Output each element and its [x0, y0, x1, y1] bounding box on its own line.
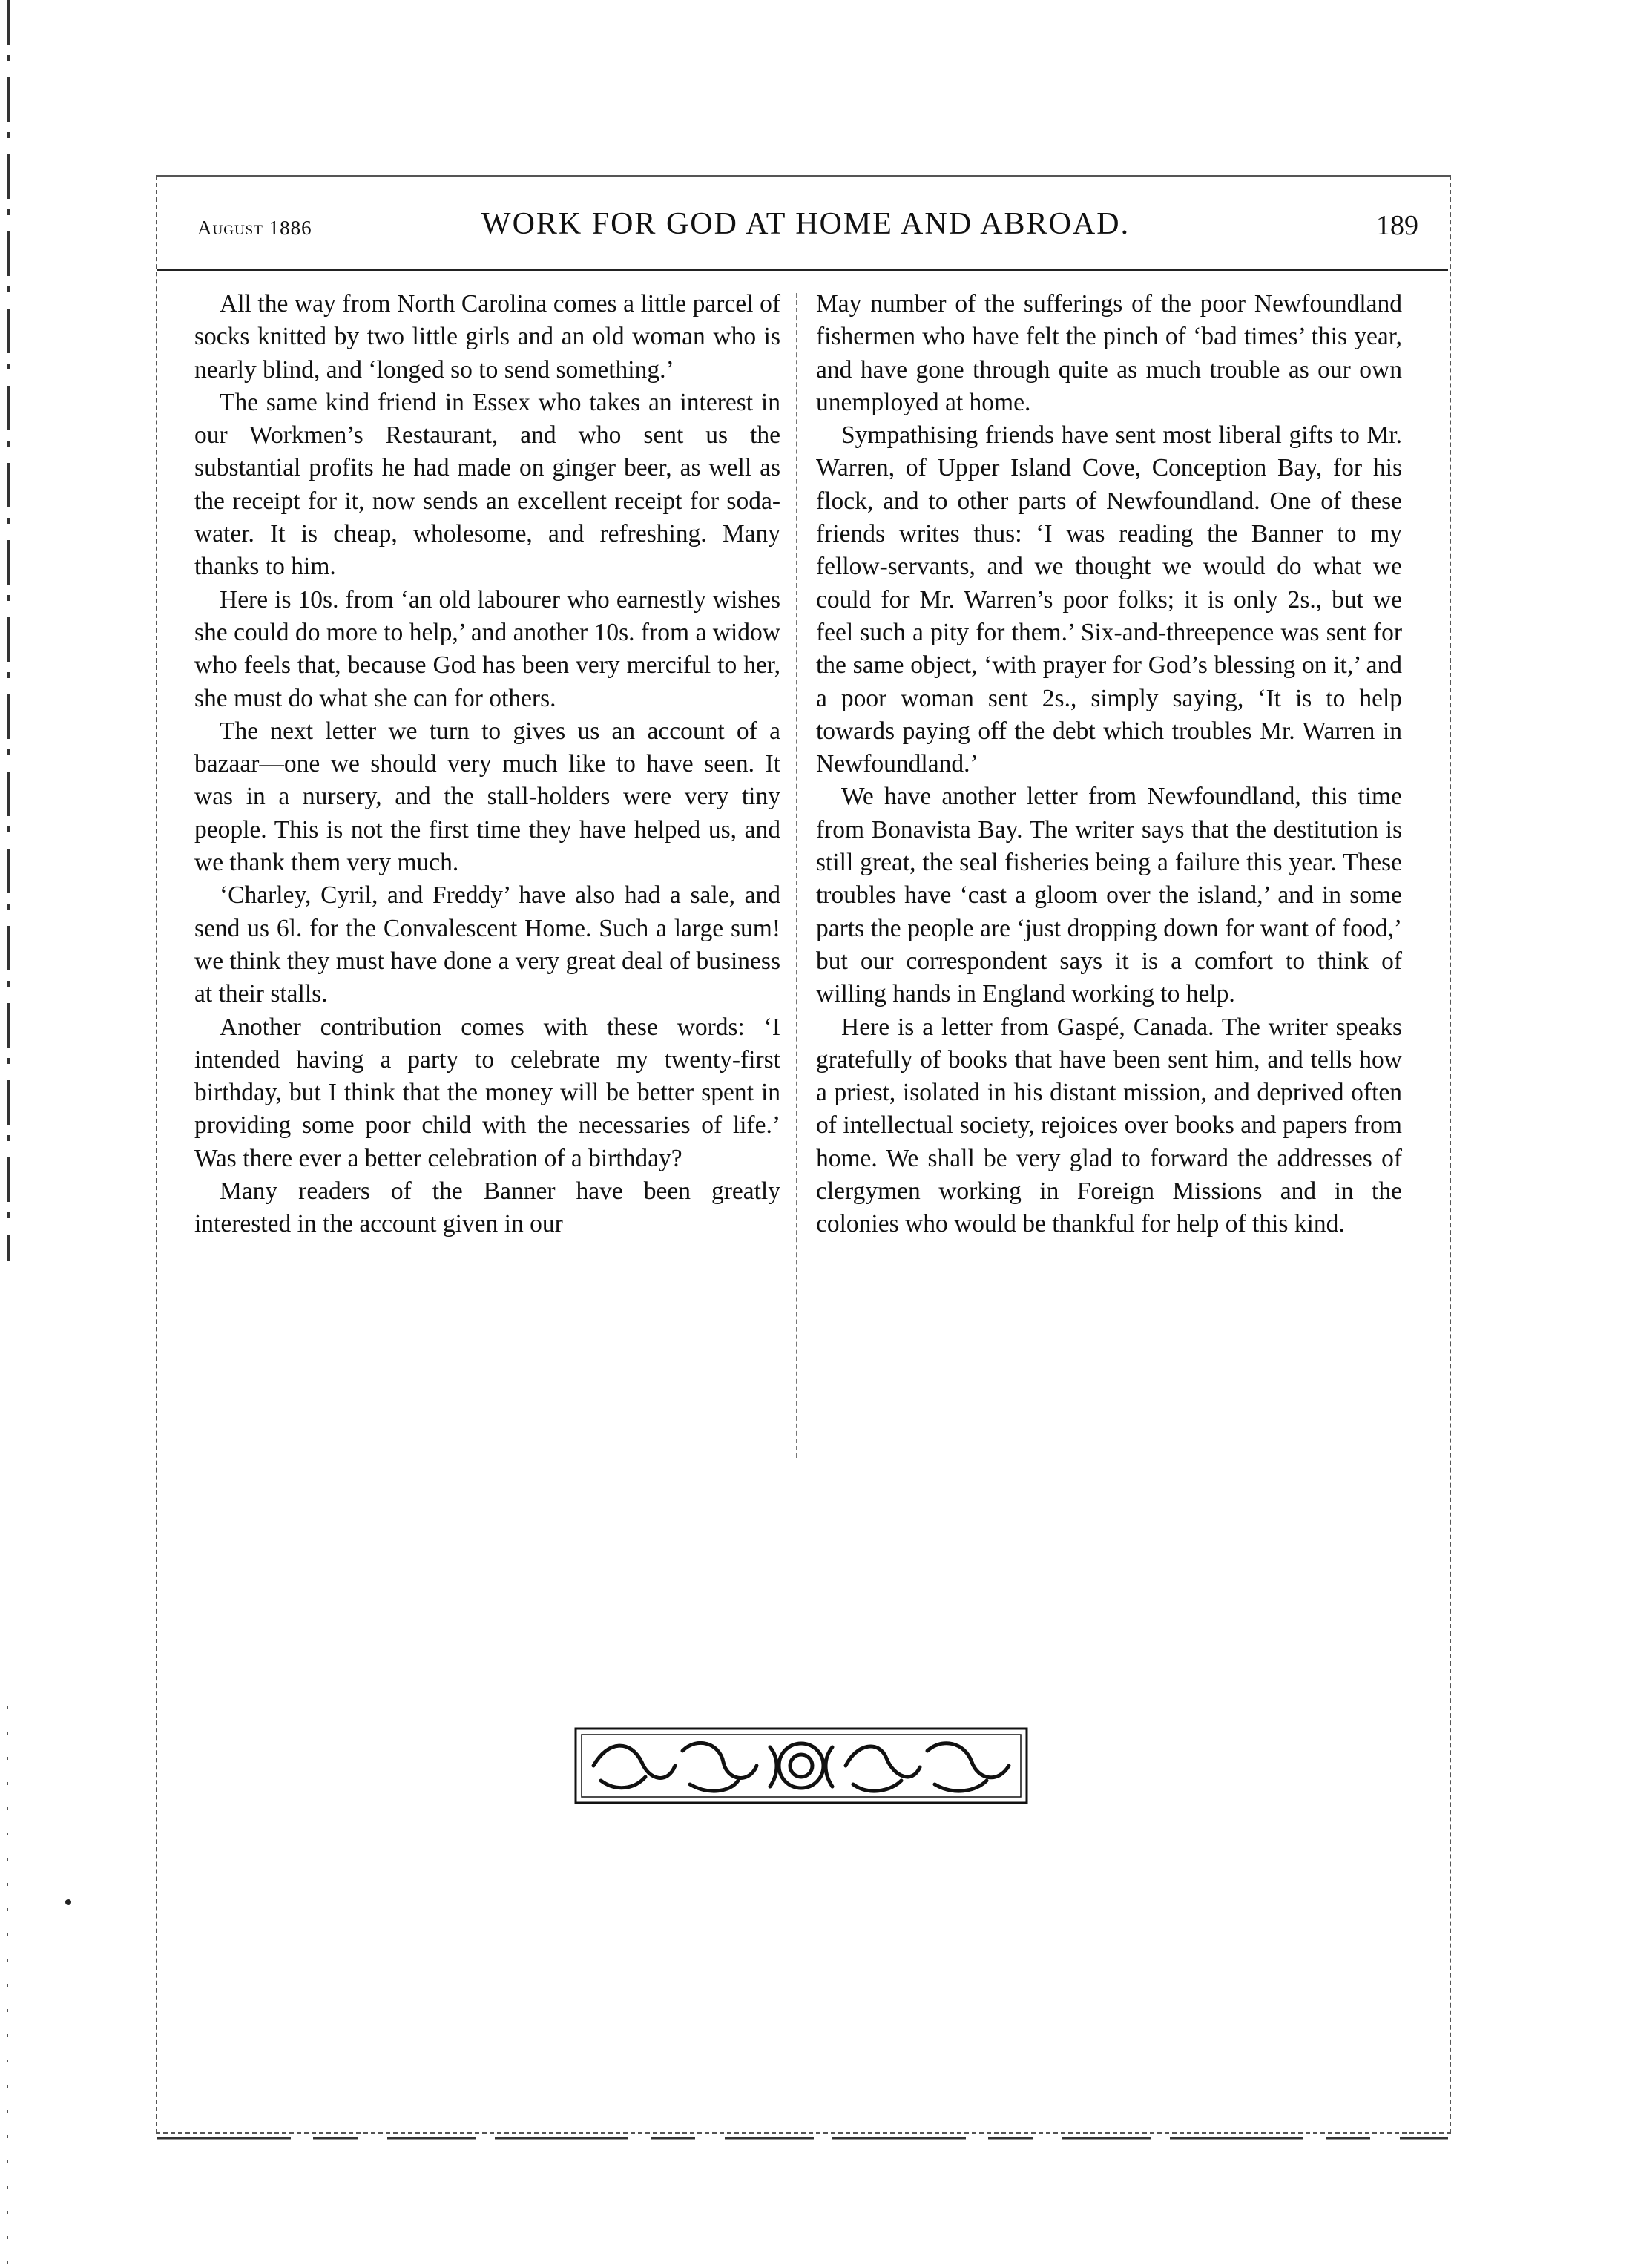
paragraph-banner-readers: Many readers of the Banner have been greatly interested in the account given in our [194, 1177, 780, 1238]
paragraph-newfoundland-fishermen: May number of the sufferings of the poor Newfoundland fishermen who have felt the pinch of ‘bad times’ this year, and have gone through quite as much trouble as our own unemployed at home. [816, 290, 1402, 416]
paragraph-bonavista-bay: We have another letter from Newfoundland, this time from Bonavista Bay. The writer says that the destitution is still great, the seal fisheries being a failure this year. These troubles have ‘cast a gloom over the island,’ and in some parts the people are ‘just dropping down for want of food,’ but our correspondent says it is a comfort to think of willing hands in England working to help. [816, 783, 1402, 1008]
running-head-date: August 1886 [197, 217, 312, 239]
paragraph-gifts-to-warren: Sympathising friends have sent most liberal gifts to Mr. Warren, of Upper Island Cove, Conception Bay, for his flock, and to other parts of Newfoundland. One of these friends writes thus: ‘I was reading the Banner to my fellow-servants, and we thought we would do what we could for Mr. Warren’s poor folks; it is only 2s., but we feel such a pity for them.’ Six-and-threepence was sent for the same object, ‘with prayer for God’s blessing on it,’ and a poor woman sent 2s., simply saying, ‘It is to help towards paying off the debt which troubles Mr. Warren in Newfoundland.’ [816, 421, 1402, 778]
paragraph-socks: All the way from North Carolina comes a little parcel of socks knitted by two little girls and an old woman who is nearly blind, and ‘longed so to send something.’ [194, 290, 780, 384]
paragraph-labourer-gift: Here is 10s. from ‘an old labourer who earnestly wishes she could do more to help,’ and another 10s. from a widow who feels that, because God has been very merciful to her, she must do what she can for others. [194, 585, 780, 712]
paragraph-sale: ‘Charley, Cyril, and Freddy’ have also had a sale, and send us 6l. for the Convalescent Home. Such a large sum! we think they must have done a very great deal of business at their stalls. [194, 881, 780, 1008]
paragraph-bazaar: The next letter we turn to gives us an account of a bazaar—one we should very much like to have seen. It was in a nursery, and the stall-holders were very tiny people. This is not the first time they have helped us, and we thank them very much. [194, 717, 780, 877]
page-header [175, 199, 1436, 251]
paragraph-birthday: Another contribution comes with these words: ‘I intended having a party to celebrate my twenty-first birthday, but I think that the money will be better spent in providing some poor child with the necessaries of life.’ Was there ever a better celebration of a birthday? [194, 1013, 780, 1172]
paragraph-gaspe-canada: Here is a letter from Gaspé, Canada. The writer speaks gratefully of books that have been sent him, and tells how a priest, isolated in his distant mission, and deprived often of intellectual society, rejoices over books and papers from home. We shall be very glad to forward the addresses of clergymen working in Foreign Missions and in the colonies who would be thankful for help of this kind. [816, 1013, 1402, 1238]
page-number: 189 [1376, 210, 1418, 241]
paragraph-soda-water: The same kind friend in Essex who takes an interest in our Workmen’s Restaurant, and who sent us the substantial profits he had made on ginger beer, as well as the receipt for it, now sends an excellent receipt for soda-water. It is cheap, wholesome, and refreshing. Many thanks to him. [194, 388, 780, 581]
ornament-icon [571, 1721, 1031, 1810]
scan-speck [65, 1899, 71, 1905]
running-head-title: WORK FOR GOD AT HOME AND ABROAD. [481, 207, 1131, 241]
right-column [816, 288, 1402, 1241]
scan-margin-edge [0, 0, 15, 2264]
left-column [194, 288, 780, 1241]
header-rule [157, 269, 1448, 271]
column-divider [796, 293, 797, 1458]
